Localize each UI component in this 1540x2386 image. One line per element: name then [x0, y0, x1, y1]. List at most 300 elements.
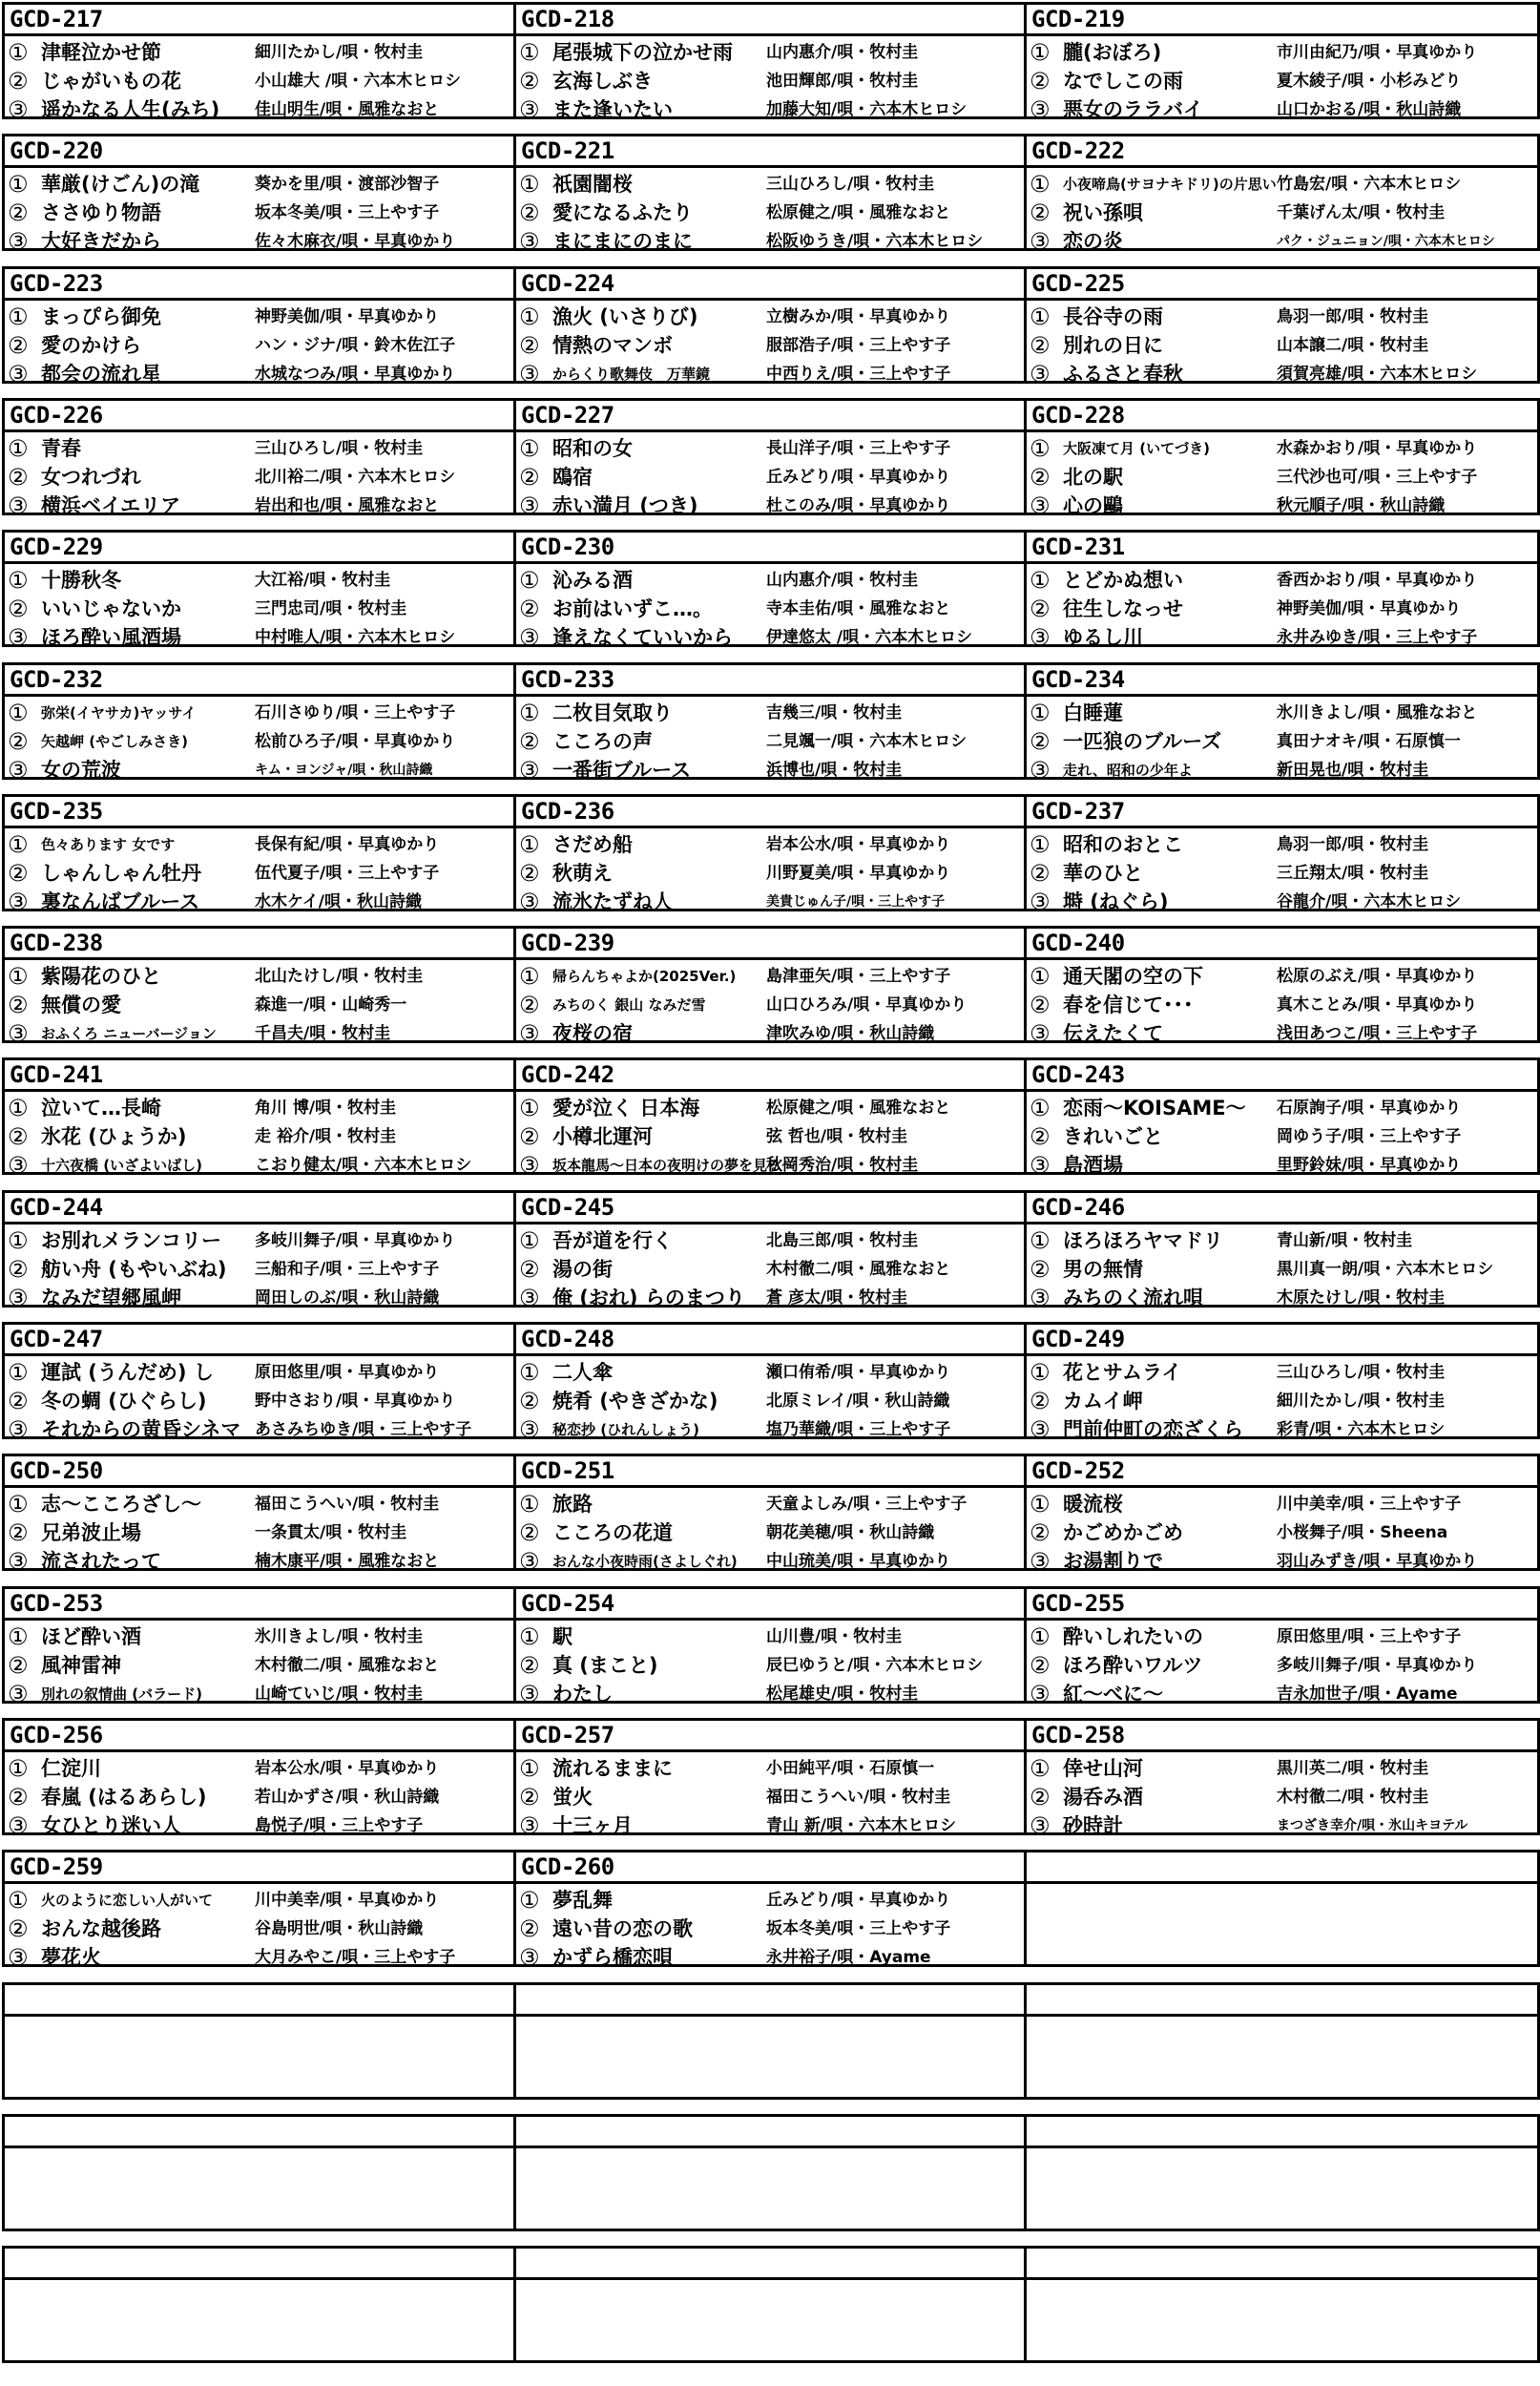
song-credit: 服部浩子/唄・三上やす子	[766, 336, 951, 355]
product-code: GCD-248	[516, 1325, 1027, 1356]
song-title: まにまにのまに	[552, 230, 693, 253]
song-row	[516, 227, 1027, 256]
song-credit: 島悦子/唄・三上やす子	[255, 1816, 424, 1835]
song-credit: 千葉げん太/唄・牧村圭	[1277, 203, 1446, 222]
product-card	[2, 2, 518, 123]
song-title: じゃがいもの花	[41, 70, 181, 93]
song-title: かごめかごめ	[1063, 1521, 1183, 1544]
song-credit: 中村唯人/唄・六本木ヒロシ	[255, 628, 456, 647]
song-row	[5, 1783, 515, 1811]
song-credit: 彩青/唄・六本木ヒロシ	[1277, 1420, 1446, 1439]
song-credit: 瀬口侑希/唄・早真ゆかり	[766, 1363, 951, 1382]
product-card	[2, 1454, 518, 1575]
song-title: 情熱のマンボ	[552, 334, 673, 357]
song-row	[516, 991, 1027, 1019]
song-credit: 市川由紀乃/唄・早真ゆかり	[1277, 43, 1478, 62]
product-card	[1024, 398, 1540, 519]
song-credit: 岡ゆう子/唄・三上やす子	[1277, 1127, 1462, 1146]
product-card	[2, 398, 518, 519]
track-number: ②	[519, 1784, 540, 1810]
song-credit: 松阪ゆうき/唄・六本木ヒロシ	[766, 232, 984, 251]
song-credit: 原田悠里/唄・三上やす子	[1277, 1627, 1462, 1646]
song-credit: 角川 博/唄・牧村圭	[255, 1099, 397, 1118]
product-card	[2, 1190, 518, 1311]
song-row	[1027, 1358, 1537, 1387]
product-code	[1027, 2117, 1537, 2148]
song-title: 運試 (うんだめ) し	[41, 1361, 214, 1384]
song-row	[1027, 95, 1537, 124]
song-row	[1027, 1622, 1537, 1651]
song-row	[1027, 859, 1537, 888]
product-card	[2, 1322, 518, 1443]
song-title: ふるさと春秋	[1063, 363, 1183, 386]
song-title: 秋萌え	[552, 862, 613, 885]
song-row	[516, 1094, 1027, 1122]
product-card	[2, 1850, 518, 1971]
track-number: ①	[1030, 1623, 1051, 1650]
product-code	[1027, 1985, 1537, 2017]
product-code: GCD-223	[5, 269, 515, 301]
song-row	[516, 1622, 1027, 1651]
song-title: 真 (まこと)	[552, 1654, 658, 1677]
track-number: ①	[519, 1755, 540, 1782]
track-number: ③	[1030, 1681, 1051, 1707]
song-title: 無償の愛	[41, 994, 121, 1016]
song-title: 白睡蓮	[1063, 701, 1123, 724]
track-number: ③	[8, 1548, 29, 1575]
song-title: 湯呑み酒	[1063, 1786, 1143, 1809]
song-title: 沁みる酒	[552, 569, 633, 592]
song-row	[1027, 1754, 1537, 1783]
product-code: GCD-240	[1027, 929, 1537, 960]
song-title: 都会の流れ星	[41, 363, 161, 386]
song-row	[516, 199, 1027, 227]
track-number: ①	[1030, 39, 1051, 66]
song-title: 小樽北運河	[552, 1125, 653, 1148]
song-credit: 池田輝郎/唄・牧村圭	[766, 72, 919, 91]
song-title: 十勝秋冬	[41, 569, 121, 592]
song-title: 小夜啼鳥(サヨナキドリ)の片思い	[1063, 176, 1277, 193]
product-code	[5, 1985, 515, 2017]
song-title: 十六夜橋 (いざよいばし)	[41, 1157, 202, 1174]
track-number: ③	[8, 889, 29, 915]
track-number: ①	[519, 831, 540, 858]
song-title: ほろ酔いワルツ	[1063, 1654, 1203, 1677]
song-row	[5, 1886, 515, 1915]
song-title: まっぴら御免	[41, 305, 161, 328]
song-credit: 氷川きよし/唄・風雅なおと	[1277, 703, 1478, 722]
song-credit: 北川裕二/唄・六本木ヒロシ	[255, 468, 456, 487]
song-row	[5, 1811, 515, 1840]
song-credit: 佐々木麻衣/唄・早真ゆかり	[255, 232, 456, 251]
product-card	[513, 662, 1030, 784]
song-credit: 青山新/唄・牧村圭	[1277, 1231, 1413, 1250]
song-title: 漁火 (いさりび)	[552, 305, 698, 328]
song-credit: 木村徹二/唄・風雅なおと	[766, 1260, 951, 1279]
song-credit: あさみちゆき/唄・三上やす子	[255, 1420, 472, 1439]
track-number: ③	[1030, 228, 1051, 255]
product-card	[513, 1586, 1030, 1707]
track-number: ②	[1030, 1256, 1051, 1283]
song-row	[516, 331, 1027, 360]
product-card	[513, 2, 1030, 123]
product-code	[516, 2117, 1027, 2148]
song-row	[516, 699, 1027, 727]
song-credit: 吉永加世子/唄・Ayame	[1277, 1685, 1458, 1704]
song-credit: 寺本圭佑/唄・風雅なおと	[766, 599, 951, 618]
song-title: 紅〜べに〜	[1063, 1683, 1163, 1706]
song-row	[516, 1122, 1027, 1151]
empty-card	[513, 1982, 1030, 2100]
song-credit: 川中美幸/唄・早真ゆかり	[255, 1891, 440, 1910]
track-number: ②	[8, 1519, 29, 1546]
product-code: GCD-218	[516, 5, 1027, 36]
song-title: 旅路	[552, 1493, 593, 1516]
song-title: おんな小夜時雨(さよしぐれ)	[552, 1553, 738, 1570]
song-row	[516, 1680, 1027, 1708]
product-code: GCD-236	[516, 797, 1027, 828]
song-title: 秘恋抄 (ひれんしょう)	[552, 1421, 699, 1438]
product-code: GCD-252	[1027, 1456, 1537, 1488]
song-row	[516, 1915, 1027, 1943]
song-credit: 川中美幸/唄・三上やす子	[1277, 1495, 1462, 1514]
product-code: GCD-219	[1027, 5, 1537, 36]
song-credit: 真田ナオキ/唄・石原慎一	[1277, 732, 1461, 751]
song-row	[5, 1122, 515, 1151]
song-title: 伝えたくて	[1063, 1022, 1163, 1045]
product-card	[1024, 2, 1540, 123]
song-credit: 永井みゆき/唄・三上やす子	[1277, 628, 1478, 647]
song-title: また逢いたい	[552, 98, 673, 121]
song-title: 夢乱舞	[552, 1889, 613, 1912]
product-code: GCD-237	[1027, 797, 1537, 828]
song-title: 二人傘	[552, 1361, 613, 1384]
song-credit: 羽山みずき/唄・早真ゆかり	[1277, 1552, 1478, 1571]
track-number: ①	[519, 435, 540, 462]
song-credit: 鳥羽一郎/唄・牧村圭	[1277, 835, 1429, 854]
song-credit: 山口かおる/唄・秋山詩織	[1277, 100, 1462, 119]
song-row	[516, 67, 1027, 95]
song-credit: 鳥羽一郎/唄・牧村圭	[1277, 307, 1429, 326]
song-credit: 木原たけし/唄・牧村圭	[1277, 1288, 1446, 1308]
song-title: 遠い昔の恋の歌	[552, 1917, 693, 1940]
song-row	[1027, 463, 1537, 492]
song-credit: 一条貫太/唄・牧村圭	[255, 1523, 407, 1542]
track-number: ②	[8, 332, 29, 359]
song-credit: 加藤大知/唄・六本木ヒロシ	[766, 100, 968, 119]
song-credit: 松原のぶえ/唄・早真ゆかり	[1277, 967, 1478, 986]
track-number: ②	[8, 464, 29, 491]
product-card	[2, 266, 518, 387]
product-card	[2, 662, 518, 784]
song-title: 朧(おぼろ)	[1063, 41, 1162, 64]
song-credit: こおり健太/唄・六本木ヒロシ	[255, 1156, 472, 1175]
song-row	[516, 1651, 1027, 1680]
product-code: GCD-228	[1027, 401, 1537, 432]
track-number: ②	[1030, 1519, 1051, 1546]
song-credit: 青山 新/唄・六本木ヒロシ	[766, 1816, 957, 1835]
song-row	[5, 95, 515, 124]
song-row	[5, 227, 515, 256]
song-credit: 秋元順子/唄・秋山詩織	[1277, 496, 1446, 515]
song-credit: 三山ひろし/唄・牧村圭	[255, 439, 424, 458]
track-number: ③	[519, 1681, 540, 1707]
track-number: ③	[519, 1285, 540, 1311]
song-credit: 谷島明世/唄・秋山詩織	[255, 1919, 424, 1938]
song-row	[516, 1811, 1027, 1840]
song-credit: 小田純平/唄・石原慎一	[766, 1759, 935, 1778]
song-title: 往生しなっせ	[1063, 597, 1183, 620]
song-title: 北の駅	[1063, 466, 1123, 489]
song-credit: 岩本公水/唄・早真ゆかり	[255, 1759, 440, 1778]
song-credit: パク・ジュニョン/唄・六本木ヒロシ	[1277, 234, 1495, 249]
song-credit: 水木ケイ/唄・秋山詩織	[255, 892, 423, 911]
song-row	[516, 1490, 1027, 1518]
product-card	[1024, 1057, 1540, 1179]
track-number: ②	[8, 1123, 29, 1150]
empty-card	[2, 2114, 518, 2231]
song-credit: 伊達悠太 /唄・六本木ヒロシ	[766, 628, 973, 647]
song-row	[5, 1680, 515, 1708]
track-number: ③	[519, 757, 540, 784]
product-code: GCD-217	[5, 5, 515, 36]
song-title: 恋の炎	[1063, 230, 1123, 253]
song-credit: 走 裕介/唄・牧村圭	[255, 1127, 397, 1146]
song-title: 風神雷神	[41, 1654, 121, 1677]
track-number: ③	[519, 1812, 540, 1839]
song-row	[5, 67, 515, 95]
track-number: ③	[1030, 1548, 1051, 1575]
song-row	[1027, 566, 1537, 595]
song-credit: 細川たかし/唄・牧村圭	[1277, 1392, 1446, 1411]
song-title: 舫い舟 (もやいぶね)	[41, 1258, 227, 1281]
song-credit: 小桜舞子/唄・Sheena	[1277, 1523, 1448, 1542]
product-card	[1024, 530, 1540, 651]
song-credit: 三丘翔太/唄・牧村圭	[1277, 864, 1429, 883]
product-card	[2, 1718, 518, 1839]
song-credit: 島津亜矢/唄・三上やす子	[766, 967, 951, 986]
song-credit: 美貴じゅん子/唄・三上やす子	[766, 894, 946, 910]
song-title: ささゆり物語	[41, 201, 161, 224]
track-number: ②	[1030, 1388, 1051, 1414]
product-code: GCD-222	[1027, 136, 1537, 168]
product-code: GCD-238	[5, 929, 515, 960]
song-credit: 千昌夫/唄・牧村圭	[255, 1024, 391, 1043]
song-title: とどかぬ想い	[1063, 569, 1183, 592]
song-credit: 三船和子/唄・三上やす子	[255, 1260, 440, 1279]
song-credit: 細川たかし/唄・牧村圭	[255, 43, 424, 62]
product-card	[1024, 1586, 1540, 1707]
track-number: ②	[519, 1256, 540, 1283]
song-credit: 塩乃華織/唄・三上やす子	[766, 1420, 951, 1439]
track-number: ②	[519, 1652, 540, 1679]
product-code	[5, 2249, 515, 2280]
song-credit: 森進一/唄・山崎秀一	[255, 995, 407, 1015]
track-number: ③	[1030, 1285, 1051, 1311]
product-code: GCD-251	[516, 1456, 1027, 1488]
song-row	[1027, 962, 1537, 991]
song-credit: 三代沙也可/唄・三上やす子	[1277, 468, 1478, 487]
product-card	[513, 134, 1030, 255]
song-title: 長谷寺の雨	[1063, 305, 1163, 328]
song-credit: 松原健之/唄・風雅なおと	[766, 203, 951, 222]
song-credit: 山崎ていじ/唄・牧村圭	[255, 1685, 424, 1704]
track-number: ③	[519, 361, 540, 387]
song-credit: 北山たけし/唄・牧村圭	[255, 967, 424, 986]
song-credit: 丘みどり/唄・早真ゆかり	[766, 468, 951, 487]
product-card	[2, 530, 518, 651]
song-title: 別れの日に	[1063, 334, 1163, 357]
track-number: ①	[1030, 1095, 1051, 1121]
product-card	[1024, 794, 1540, 915]
song-title: 悪女のララバイ	[1063, 98, 1203, 121]
track-number: ③	[519, 1416, 540, 1443]
song-title: 紫陽花のひと	[41, 965, 161, 988]
track-number: ②	[8, 860, 29, 887]
track-number: ①	[519, 1623, 540, 1650]
song-title: 二枚目気取り	[552, 701, 673, 724]
song-credit: 氷川きよし/唄・牧村圭	[255, 1627, 424, 1646]
song-row	[516, 1226, 1027, 1255]
song-title: きれいごと	[1063, 1125, 1163, 1148]
empty-card	[2, 2246, 518, 2363]
product-code: GCD-232	[5, 665, 515, 697]
track-number: ①	[1030, 963, 1051, 990]
song-title: 尾張城下の泣かせ雨	[552, 41, 733, 64]
track-number: ③	[1030, 492, 1051, 519]
product-code: GCD-221	[516, 136, 1027, 168]
product-card	[513, 1057, 1030, 1179]
song-title: 吾が道を行く	[552, 1229, 673, 1252]
song-credit: 若山かずさ/唄・秋山詩織	[255, 1788, 440, 1807]
track-number: ②	[519, 1123, 540, 1150]
song-credit: 立樹みか/唄・早真ゆかり	[766, 307, 951, 326]
song-title: 志〜こころざし〜	[41, 1493, 201, 1516]
song-credit: 小山雄大 /唄・六本木ヒロシ	[255, 72, 462, 91]
song-row	[5, 991, 515, 1019]
song-row	[5, 1754, 515, 1783]
track-number: ①	[1030, 831, 1051, 858]
song-row	[5, 1019, 515, 1048]
product-code: GCD-224	[516, 269, 1027, 301]
song-title: 鴎宿	[552, 466, 593, 489]
song-credit: 岩出和也/唄・風雅なおと	[255, 496, 440, 515]
track-number: ①	[519, 171, 540, 198]
product-code	[516, 1985, 1027, 2017]
song-row	[516, 303, 1027, 331]
song-credit: 三山ひろし/唄・牧村圭	[766, 175, 935, 194]
song-title: 矢越岬 (やごしみさき)	[41, 733, 188, 750]
track-number: ③	[8, 492, 29, 519]
song-row	[5, 830, 515, 859]
song-row	[1027, 595, 1537, 623]
song-credit: 大江裕/唄・牧村圭	[255, 571, 391, 590]
song-credit: 長山洋子/唄・三上やす子	[766, 439, 951, 458]
song-title: 倖せ山河	[1063, 1757, 1143, 1780]
empty-card	[2, 1982, 518, 2100]
track-number: ③	[8, 757, 29, 784]
song-credit: 秋岡秀治/唄・牧村圭	[766, 1156, 919, 1175]
song-title: 一番街ブルース	[552, 759, 692, 782]
track-number: ①	[8, 1227, 29, 1254]
track-number: ②	[519, 464, 540, 491]
track-number: ③	[1030, 1812, 1051, 1839]
track-number: ①	[8, 1095, 29, 1121]
song-row	[5, 1651, 515, 1680]
track-number: ①	[519, 1887, 540, 1914]
product-code: GCD-253	[5, 1589, 515, 1621]
song-credit: 津吹みゆ/唄・秋山詩織	[766, 1024, 935, 1043]
song-row	[1027, 199, 1537, 227]
song-row	[5, 1358, 515, 1387]
product-code	[516, 2249, 1027, 2280]
song-title: ほど酔い酒	[41, 1625, 141, 1648]
song-title: 愛になるふたり	[552, 201, 693, 224]
track-number: ①	[519, 1491, 540, 1517]
track-number: ①	[1030, 700, 1051, 726]
product-code: GCD-260	[516, 1852, 1027, 1884]
song-credit: 松原健之/唄・風雅なおと	[766, 1099, 951, 1118]
track-number: ①	[8, 1623, 29, 1650]
song-row	[5, 1547, 515, 1576]
track-number: ③	[1030, 1152, 1051, 1179]
track-number: ①	[8, 435, 29, 462]
track-number: ①	[8, 963, 29, 990]
song-row	[1027, 1019, 1537, 1048]
song-title: 夢花火	[41, 1946, 101, 1969]
song-credit: 三山ひろし/唄・牧村圭	[1277, 1363, 1446, 1382]
track-number: ③	[8, 1681, 29, 1707]
song-title: なみだ望郷風岬	[41, 1287, 181, 1309]
product-card	[1024, 1322, 1540, 1443]
song-title: ほろ酔い風酒場	[41, 626, 181, 649]
song-row	[1027, 38, 1537, 67]
song-credit: 中山琉美/唄・早真ゆかり	[766, 1552, 951, 1571]
song-title: 流れるままに	[552, 1757, 673, 1780]
product-code: GCD-257	[516, 1721, 1027, 1752]
song-title: 氷花 (ひょうか)	[41, 1125, 187, 1148]
product-code: GCD-254	[516, 1589, 1027, 1621]
song-row	[1027, 991, 1537, 1019]
track-number: ①	[8, 1491, 29, 1517]
song-credit: 多岐川舞子/唄・早真ゆかり	[1277, 1656, 1478, 1675]
song-title: 別れの叙情曲 (バラード)	[41, 1685, 202, 1703]
song-credit: 楠木康平/唄・風雅なおと	[255, 1552, 440, 1571]
product-code	[1027, 1852, 1537, 1884]
track-number: ①	[8, 567, 29, 594]
song-title: 大好きだから	[41, 230, 161, 253]
track-number: ①	[8, 831, 29, 858]
song-row	[5, 199, 515, 227]
track-number: ③	[1030, 624, 1051, 651]
product-code: GCD-255	[1027, 1589, 1537, 1621]
song-row	[516, 434, 1027, 463]
song-credit: 神野美伽/唄・早真ゆかり	[1277, 599, 1462, 618]
track-number: ③	[519, 1548, 540, 1575]
song-credit: 北原ミレイ/唄・秋山詩織	[766, 1392, 950, 1411]
track-number: ③	[519, 624, 540, 651]
product-code: GCD-243	[1027, 1060, 1537, 1092]
track-number: ②	[1030, 1784, 1051, 1810]
track-number: ②	[519, 596, 540, 622]
product-code: GCD-227	[516, 401, 1027, 432]
song-credit: 福田こうへい/唄・牧村圭	[766, 1788, 951, 1807]
product-card	[513, 1718, 1030, 1839]
track-number: ②	[1030, 596, 1051, 622]
song-credit: 天童よしみ/唄・三上やす子	[766, 1495, 968, 1514]
song-title: 門前仲町の恋ざくら	[1063, 1418, 1243, 1441]
product-card	[1024, 1190, 1540, 1311]
